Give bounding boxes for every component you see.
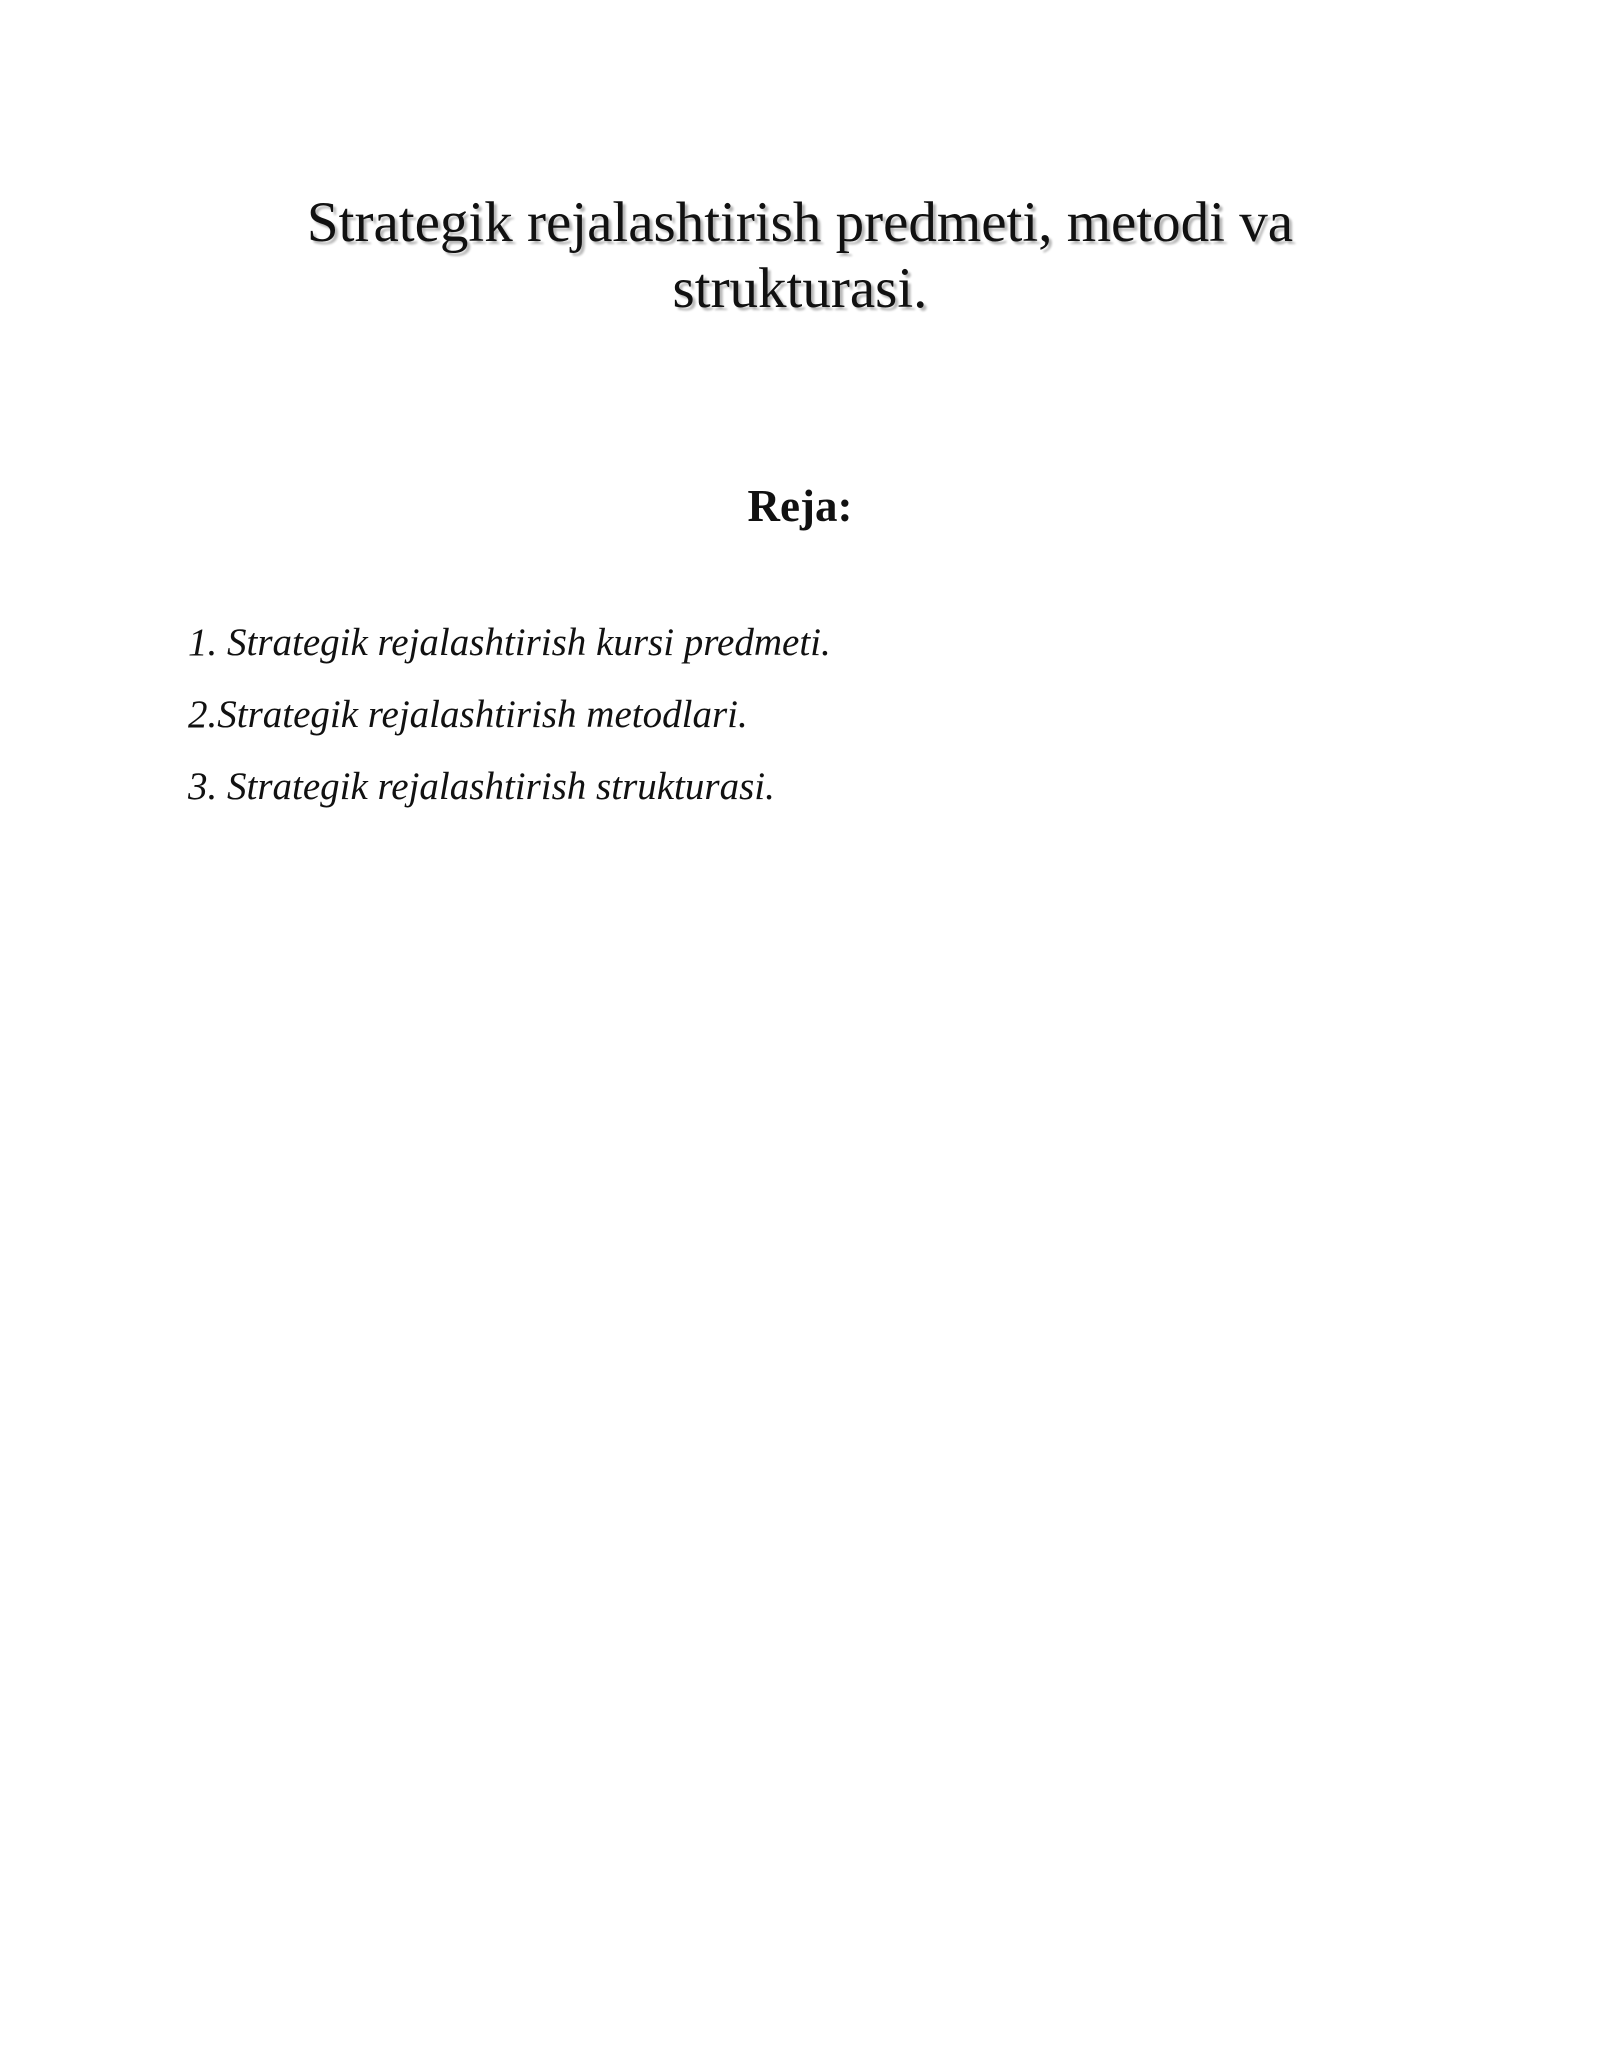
plan-list (188, 607, 1388, 823)
plan-item-3: 3. Strategik rejalashtirish strukturasi. (188, 765, 775, 808)
plan-heading: Reja: (747, 481, 853, 531)
document-title: Strategik rejalashtirish predmeti, metodi va strukturasi. (306, 191, 1294, 320)
plan-item-2: 2.Strategik rejalashtirish metodlari. (188, 693, 748, 736)
plan-item-1: 1. Strategik rejalashtirish kursi predmeti. (188, 621, 831, 664)
